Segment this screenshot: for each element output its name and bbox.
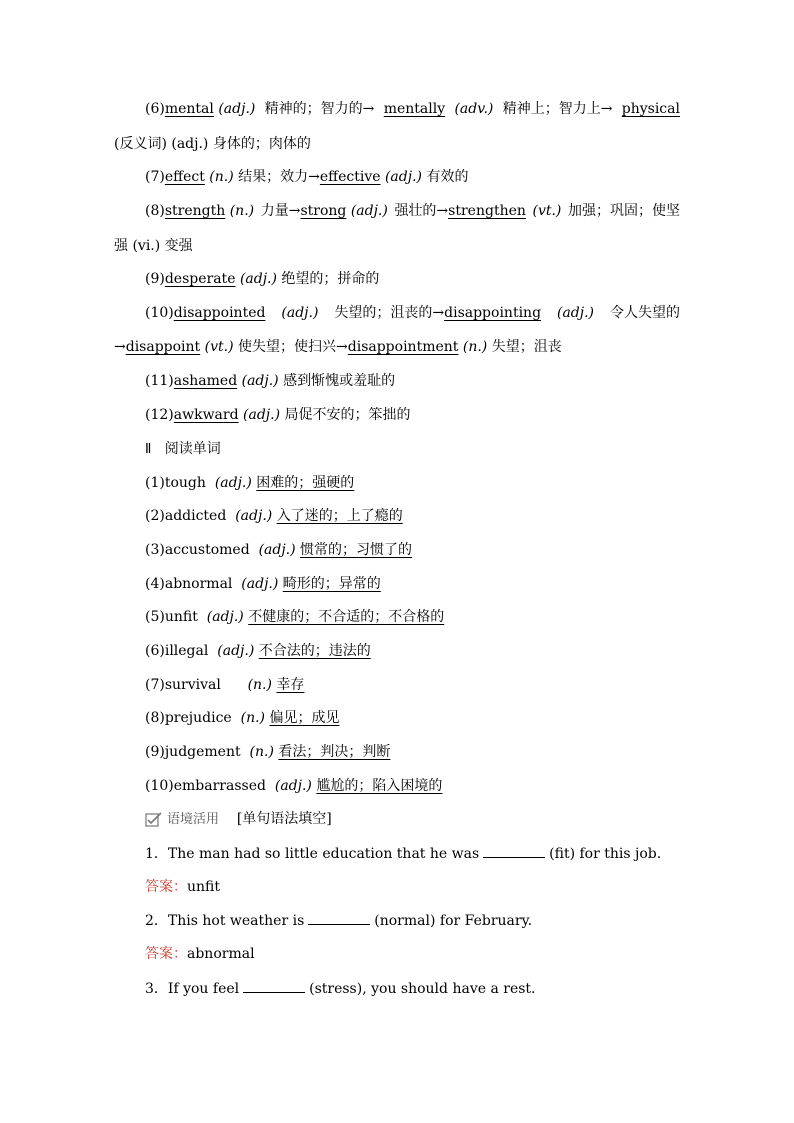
part-of-speech: (adj.) [384, 169, 422, 185]
item-number: (9) [145, 744, 165, 760]
part-of-speech: (adj.) [235, 508, 273, 524]
reading-word: accustomed [164, 542, 250, 558]
reading-word: tough [164, 475, 206, 491]
meaning: 失望；沮丧 [491, 339, 562, 355]
item-number: (8) [145, 710, 165, 726]
vocab-word: disappointment [347, 339, 459, 355]
reading-word: prejudice [164, 710, 232, 726]
item-number: (1) [145, 475, 165, 491]
answer-text: unfit [187, 879, 220, 895]
exercise-text: If you feel [167, 981, 240, 997]
vocab-item-8 [145, 201, 680, 221]
vocab-word: disappointed [173, 305, 266, 321]
item-number: (10) [145, 305, 174, 321]
reading-word: embarrassed [173, 778, 266, 794]
exercise-type-title: [单句语法填空] [236, 811, 332, 827]
vocab-word: effect [164, 169, 205, 185]
reading-item [145, 607, 444, 627]
vocab-item-6-continued: (反义词) (adj.) 身体的；肉体的 [114, 136, 311, 152]
meaning: 困难的；强硬的 [256, 475, 355, 491]
part-of-speech: (adj.) [274, 778, 312, 794]
part-of-speech: (vt.) [204, 339, 234, 355]
part-of-speech: (adj.) [239, 271, 277, 287]
section-numeral: Ⅱ [145, 442, 152, 457]
part-of-speech: (n.) [247, 677, 272, 693]
reading-item [145, 574, 381, 594]
vocab-word: effective [319, 169, 381, 185]
arrow: → [114, 339, 126, 355]
exercise-number: 1． [145, 846, 168, 862]
reading-word: judgement [164, 744, 241, 760]
reading-item [145, 675, 304, 695]
meaning: 强壮的→ [394, 203, 449, 219]
meaning: 局促不安的；笨拙的 [284, 407, 411, 423]
vocab-item-6 [145, 99, 680, 119]
part-of-speech: (adj.) [241, 373, 279, 389]
meaning: 不健康的；不合适的；不合格的 [248, 609, 445, 625]
vocab-word: strengthen [448, 203, 526, 219]
item-number: (7) [145, 169, 165, 185]
exercise-number: 3． [145, 981, 168, 997]
exercise-hint: (normal) [374, 913, 436, 929]
reading-item [145, 742, 390, 762]
part-of-speech: (n.) [229, 203, 255, 219]
meaning: 力量→ [260, 203, 301, 219]
reading-word: abnormal [164, 576, 233, 592]
vocab-word: mentally [383, 101, 446, 117]
item-number: (3) [145, 542, 165, 558]
item-number: (2) [145, 508, 165, 524]
meaning: 惯常的；习惯了的 [300, 542, 413, 558]
meaning: 有效的 [426, 169, 469, 185]
context-usage-label: 语境活用 [167, 812, 220, 827]
vocab-word: ashamed [173, 373, 238, 389]
answer-line [145, 944, 255, 964]
reading-item [145, 473, 354, 493]
vocab-word: physical [621, 101, 680, 117]
exercise-item [145, 910, 532, 930]
meaning: 入了迷的；上了瘾的 [276, 508, 403, 524]
item-number: (5) [145, 609, 165, 625]
part-of-speech: (adj.) [241, 576, 279, 592]
reading-item [145, 641, 371, 661]
checkmark-pencil-icon [145, 811, 163, 827]
meaning: 绝望的；拼命的 [281, 271, 380, 287]
meaning: 使失望；使扫兴→ [238, 339, 348, 355]
exercise-number: 2． [145, 913, 168, 929]
part-of-speech: (n.) [249, 744, 274, 760]
reading-word: illegal [164, 643, 209, 659]
part-of-speech: (n.) [209, 169, 234, 185]
part-of-speech: (n.) [240, 710, 266, 726]
part-of-speech: (adj.) [258, 542, 296, 558]
vocab-item-11 [145, 371, 395, 391]
meaning: 失望的；沮丧的→ [334, 305, 445, 321]
part-of-speech: (adv.) [454, 101, 494, 117]
meaning: 看法；判决；判断 [278, 744, 391, 760]
reading-word: unfit [164, 609, 198, 625]
item-number: (6) [145, 643, 165, 659]
part-of-speech: (adj.) [217, 643, 255, 659]
part-of-speech: (adj.) [350, 203, 388, 219]
reading-word: survival [164, 677, 221, 693]
meaning: 令人失望的 [609, 305, 680, 321]
reading-word: addicted [164, 508, 227, 524]
vocab-word: disappoint [125, 339, 201, 355]
answer-blank[interactable] [243, 978, 305, 993]
reading-item [145, 540, 412, 560]
exercise-hint: (fit) [549, 846, 576, 862]
exercise-text: for this job. [579, 846, 662, 862]
vocab-item-9 [145, 269, 379, 289]
section-heading-reading [145, 439, 221, 459]
answer-line [145, 877, 220, 897]
vocab-word: strong [300, 203, 347, 219]
answer-blank[interactable] [308, 910, 370, 925]
item-number: (10) [145, 778, 174, 794]
vocab-item-12 [145, 405, 411, 425]
part-of-speech: (adj.) [218, 101, 256, 117]
exercise-item [145, 843, 661, 863]
vocab-word: desperate [164, 271, 236, 287]
item-number: (6) [145, 101, 165, 117]
part-of-speech: (adj.) [206, 609, 244, 625]
reading-item [145, 506, 403, 526]
item-number: (11) [145, 373, 174, 389]
vocab-item-8-continued: 强 (vi.) 变强 [114, 238, 193, 254]
part-of-speech: (adj.) [243, 407, 281, 423]
vocab-word: mental [164, 101, 214, 117]
context-usage-heading [145, 809, 332, 829]
vocab-item-10 [145, 303, 680, 323]
part-of-speech: (vt.) [532, 203, 562, 219]
meaning: 不合法的；违法的 [258, 643, 371, 659]
vocab-item-7 [145, 167, 468, 187]
meaning: 精神的；智力的→ [264, 101, 375, 117]
answer-blank[interactable] [483, 843, 545, 858]
part-of-speech: (adj.) [214, 475, 252, 491]
exercise-hint: (stress), [309, 981, 367, 997]
part-of-speech: (adj.) [281, 305, 319, 321]
exercise-text: The man had so little education that he was [167, 846, 480, 862]
vocab-word: awkward [173, 407, 239, 423]
meaning: 幸存 [276, 677, 305, 693]
section-title: 阅读单词 [164, 441, 221, 457]
item-number: (9) [145, 271, 165, 287]
vocab-item-10-continued [114, 337, 562, 357]
part-of-speech: (n.) [462, 339, 488, 355]
item-number: (12) [145, 407, 174, 423]
exercise-text: This hot weather is [167, 913, 305, 929]
reading-item [145, 776, 442, 796]
meaning: 偏见；成见 [269, 710, 340, 726]
answer-label: 答案： [145, 879, 187, 895]
answer-label: 答案： [145, 946, 187, 962]
meaning: 感到惭愧或羞耻的 [283, 373, 396, 389]
part-of-speech: (adj.) [556, 305, 595, 321]
vocab-word: strength [164, 203, 226, 219]
meaning: 尴尬的；陷入困境的 [316, 778, 443, 794]
answer-text: abnormal [187, 946, 255, 962]
item-number: (7) [145, 677, 165, 693]
item-number: (4) [145, 576, 165, 592]
vocab-word: disappointing [444, 305, 542, 321]
meaning: 畸形的；异常的 [282, 576, 381, 592]
meaning: 加强；巩固；使坚 [568, 203, 680, 219]
exercise-text: for February. [439, 913, 533, 929]
meaning: 结果；效力→ [238, 169, 320, 185]
item-number: (8) [145, 203, 165, 219]
exercise-text: you should have a rest. [371, 981, 536, 997]
reading-item [145, 708, 339, 728]
meaning: 精神上；智力上→ [502, 101, 613, 117]
exercise-item [145, 978, 536, 998]
